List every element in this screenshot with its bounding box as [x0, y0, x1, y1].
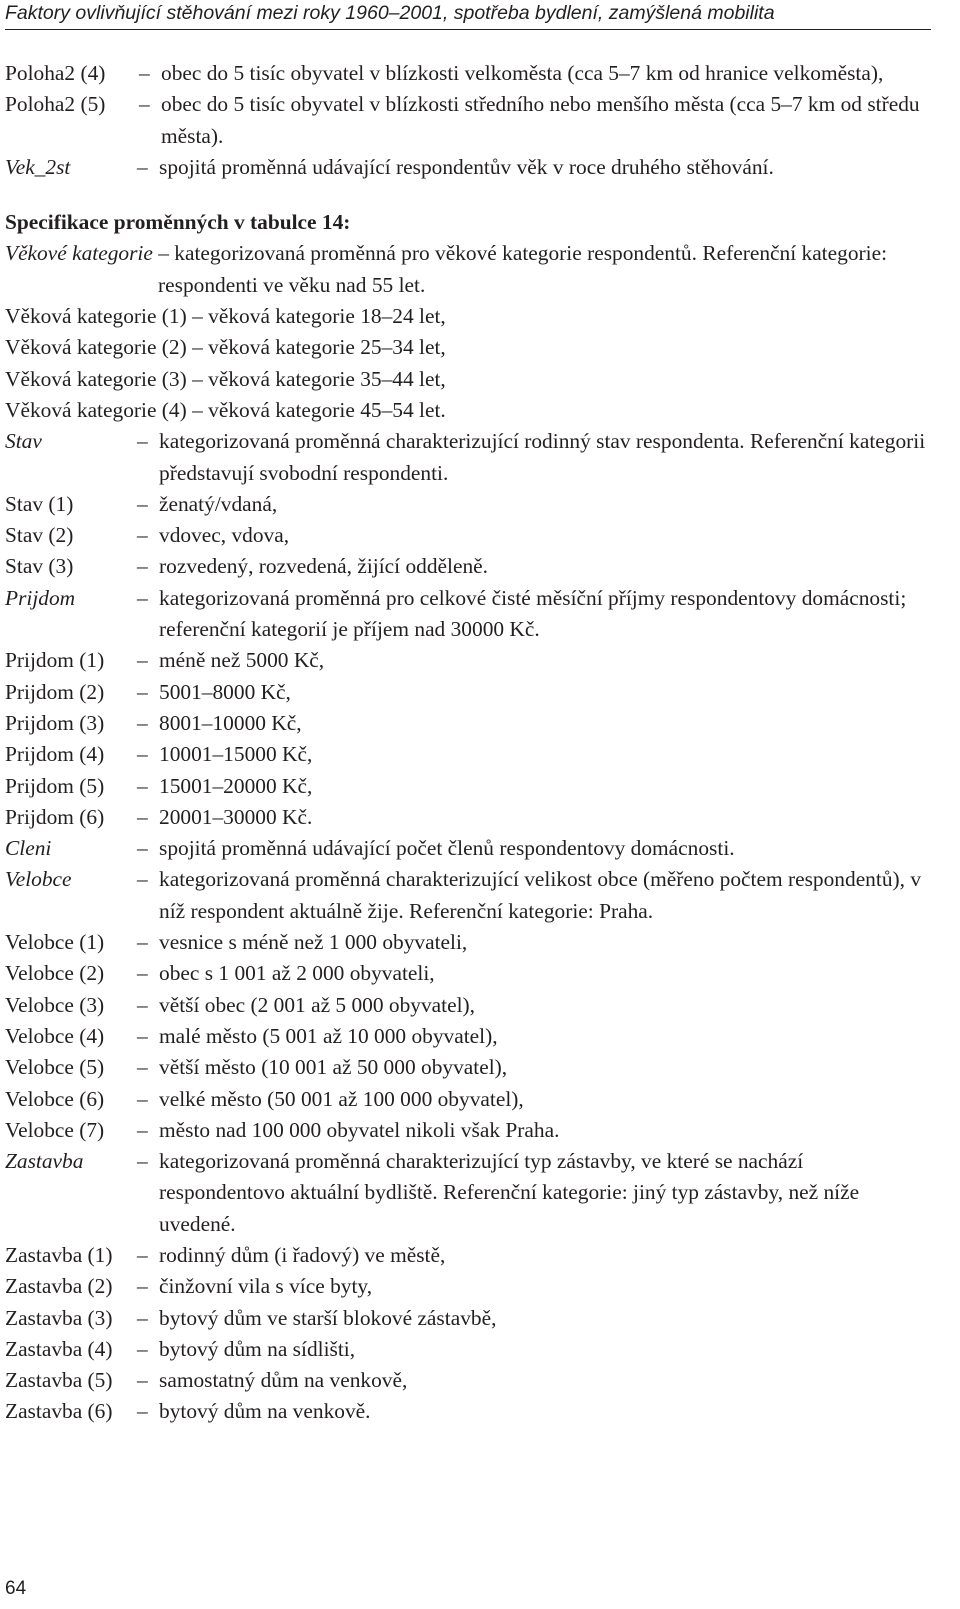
definition	[137, 1052, 933, 1083]
definition	[139, 58, 933, 89]
definition-entry	[5, 1146, 933, 1240]
term: Velobce (2)	[5, 961, 105, 986]
definition	[137, 551, 933, 582]
term: Prijdom (1)	[5, 648, 105, 673]
definition-text: 8001–10000 Kč,	[159, 710, 302, 735]
definition-text: kategorizovaná proměnná charakterizující typ zástavby, ve které se nachází respondentovo aktuální bydliště. Referenční kategorie: jiný typ zástavby, než níže uvedené.	[159, 1149, 860, 1236]
term: Věková kategorie (2)	[5, 335, 187, 360]
dash: –	[137, 554, 148, 579]
dash: –	[137, 710, 148, 735]
dash: –	[137, 773, 148, 798]
definition-entry	[5, 771, 933, 802]
dash: –	[192, 366, 203, 391]
dash: –	[137, 1117, 148, 1142]
dash: –	[192, 304, 203, 329]
term: Velobce (6)	[5, 1086, 105, 1111]
definition-entry	[5, 958, 933, 989]
definition-entry	[5, 551, 933, 582]
definition	[137, 1365, 933, 1396]
term: Zastavba (6)	[5, 1399, 113, 1424]
definition-text: obec s 1 001 až 2 000 obyvateli,	[159, 961, 435, 986]
dash: –	[137, 804, 148, 829]
definition-text: věková kategorie 45–54 let.	[208, 397, 446, 422]
definition-entry	[5, 489, 933, 520]
definition-text: větší město (10 001 až 50 000 obyvatel),	[159, 1055, 508, 1080]
term: Zastavba (3)	[5, 1305, 113, 1330]
term: Věková kategorie (4)	[5, 397, 187, 422]
definition	[137, 739, 933, 770]
dash: –	[137, 961, 148, 986]
term: Velobce (5)	[5, 1055, 105, 1080]
dash: –	[137, 1242, 148, 1267]
dash: –	[137, 1368, 148, 1393]
definition-entry	[5, 990, 933, 1021]
definition	[187, 332, 933, 363]
definition-entry	[5, 1240, 933, 1271]
definition-entry	[5, 89, 933, 152]
definition	[137, 1271, 933, 1302]
definition-entry	[5, 152, 933, 183]
definition-text: 15001–20000 Kč,	[159, 773, 313, 798]
definition-entry	[5, 1271, 933, 1302]
dash: –	[137, 523, 148, 548]
term: Prijdom	[5, 585, 76, 610]
definition	[137, 152, 933, 183]
dash: –	[137, 1305, 148, 1330]
term: Prijdom (3)	[5, 710, 105, 735]
definition-text: rozvedený, rozvedená, žijící odděleně.	[159, 554, 489, 579]
dash: –	[137, 930, 148, 955]
dash: –	[137, 742, 148, 767]
dash: –	[137, 648, 148, 673]
definition	[137, 927, 933, 958]
dash: –	[139, 61, 150, 85]
definition-text: malé město (5 001 až 10 000 obyvatel),	[159, 1023, 498, 1048]
definition-entry	[5, 583, 933, 646]
term: Prijdom (5)	[5, 773, 105, 798]
definition	[137, 520, 933, 551]
definition-text: bytový dům na sídlišti,	[159, 1336, 356, 1361]
definition	[137, 489, 933, 520]
definition-entry	[5, 520, 933, 551]
definition	[137, 1021, 933, 1052]
term: Velobce (7)	[5, 1117, 105, 1142]
term: Stav (1)	[5, 491, 74, 516]
definition-entry	[5, 426, 933, 489]
dash: –	[137, 1023, 148, 1048]
definition	[137, 1084, 933, 1115]
term: Stav (3)	[5, 554, 74, 579]
definition-text: vdovec, vdova,	[159, 523, 290, 548]
definition	[137, 771, 933, 802]
definition-text: obec do 5 tisíc obyvatel v blízkosti velkoměsta (cca 5–7 km od hranice velkoměsta),	[161, 61, 884, 85]
definition-entry	[5, 58, 933, 89]
term: Velobce (4)	[5, 1023, 105, 1048]
term: Prijdom (2)	[5, 679, 105, 704]
definition-text: spojitá proměnná udávající počet členů respondentovy domácnosti.	[159, 836, 735, 861]
definition-entry	[5, 1021, 933, 1052]
definition-entry	[5, 1115, 933, 1146]
term: Věková kategorie (3)	[5, 366, 187, 391]
definition-entry	[5, 833, 933, 864]
definition	[137, 958, 933, 989]
definition-text: činžovní vila s více byty,	[159, 1274, 373, 1299]
definition-text: ženatý/vdaná,	[159, 491, 278, 516]
term: Zastavba (2)	[5, 1274, 113, 1299]
dash: –	[137, 1149, 148, 1174]
definition-text: spojitá proměnná udávající respondentův věk v roce druhého stěhování.	[159, 154, 774, 179]
definition-entry	[5, 395, 933, 426]
spacer	[5, 183, 933, 207]
dash: –	[137, 836, 148, 861]
definition	[137, 833, 933, 864]
term: Zastavba	[5, 1149, 84, 1174]
definition-entry	[5, 1334, 933, 1365]
definition-text: obec do 5 tisíc obyvatel v blízkosti středního nebo menšího města (cca 5–7 km od středu města).	[161, 92, 920, 148]
definition	[137, 990, 933, 1021]
definition-entry	[5, 1396, 933, 1427]
definition-entry	[5, 238, 933, 301]
definition	[137, 1396, 933, 1427]
definition-text: velké město (50 001 až 100 000 obyvatel),	[159, 1086, 524, 1111]
definition-text: 5001–8000 Kč,	[159, 679, 291, 704]
dash: –	[137, 491, 148, 516]
definition-entry	[5, 677, 933, 708]
section-heading: Specifikace proměnných v tabulce 14:	[5, 210, 351, 235]
definition-text: bytový dům ve starší blokové zástavbě,	[159, 1305, 497, 1330]
definition-text: kategorizovaná proměnná charakterizující velikost obce (měřeno počtem respondentů), v níž respondent aktuálně žije. Referenční kategorie: Praha.	[159, 867, 922, 923]
term: Vek_2st	[5, 154, 71, 179]
definition-entry	[5, 1365, 933, 1396]
definition	[187, 395, 933, 426]
term: Prijdom (4)	[5, 742, 105, 767]
definition	[137, 708, 933, 739]
definition-entry	[5, 364, 933, 395]
definition-text: vesnice s méně než 1 000 obyvateli,	[159, 930, 468, 955]
definition-text: 20001–30000 Kč.	[159, 804, 313, 829]
dash: –	[137, 154, 148, 179]
term: Zastavba (5)	[5, 1368, 113, 1393]
dash: –	[137, 585, 148, 610]
definition-entry	[5, 1303, 933, 1334]
definition	[137, 802, 933, 833]
dash: –	[137, 1399, 148, 1424]
page-body	[5, 58, 933, 1428]
dash: –	[137, 1086, 148, 1111]
definition-text: kategorizovaná proměnná pro věkové kategorie respondentů. Referenční kategorie: respondenti ve věku nad 55 let.	[158, 241, 888, 297]
definition	[137, 583, 933, 646]
definition-entry	[5, 645, 933, 676]
dash: –	[137, 429, 148, 454]
dash: –	[139, 92, 150, 117]
definition-text: 10001–15000 Kč,	[159, 742, 313, 767]
definition-text: věková kategorie 25–34 let,	[208, 335, 446, 360]
term: Velobce (1)	[5, 930, 105, 955]
definition	[137, 677, 933, 708]
definition	[187, 301, 933, 332]
definition-text: rodinný dům (i řadový) ve městě,	[159, 1242, 446, 1267]
term: Velobce (3)	[5, 992, 105, 1017]
dash: –	[137, 867, 148, 892]
term: Cleni	[5, 836, 52, 861]
definition	[139, 89, 933, 152]
term: Zastavba (4)	[5, 1336, 113, 1361]
definition-text: věková kategorie 35–44 let,	[208, 366, 446, 391]
term: Poloha2 (4)	[5, 61, 106, 85]
definition-text: město nad 100 000 obyvatel nikoli však Praha.	[159, 1117, 560, 1142]
dash: –	[137, 679, 148, 704]
definition-entry	[5, 802, 933, 833]
definition	[137, 426, 933, 489]
definition-entry	[5, 332, 933, 363]
definition-text: větší obec (2 001 až 5 000 obyvatel),	[159, 992, 476, 1017]
definition	[137, 1115, 933, 1146]
definition-text: věková kategorie 18–24 let,	[208, 304, 446, 329]
definition-entry	[5, 1084, 933, 1115]
definition	[187, 364, 933, 395]
term: Prijdom (6)	[5, 804, 105, 829]
header-rule	[5, 29, 931, 30]
definition	[137, 864, 933, 927]
definition-text: kategorizovaná proměnná pro celkové čisté měsíční příjmy respondentovy domácnosti; referenční kategorií je příjem nad 30000 Kč.	[159, 585, 907, 642]
dash: –	[158, 241, 169, 266]
dash: –	[137, 992, 148, 1017]
definition-text: samostatný dům na venkově,	[159, 1368, 408, 1393]
term: Věková kategorie (1)	[5, 304, 187, 329]
definition	[137, 645, 933, 676]
definition-entry	[5, 927, 933, 958]
page-number: 64	[5, 1578, 27, 1599]
definition-text: méně než 5000 Kč,	[159, 648, 325, 673]
definition-entry	[5, 864, 933, 927]
term: Zastavba (1)	[5, 1242, 113, 1267]
dash: –	[137, 1274, 148, 1299]
term: Poloha2 (5)	[5, 92, 106, 117]
definition-entry	[5, 1052, 933, 1083]
running-header: Faktory ovlivňující stěhování mezi roky 1960–2001, spotřeba bydlení, zamýšlená mobilita	[5, 2, 775, 24]
definition-entry	[5, 708, 933, 739]
definition	[137, 1334, 933, 1365]
definition-entry	[5, 301, 933, 332]
definition-entry	[5, 739, 933, 770]
dash: –	[137, 1336, 148, 1361]
dash: –	[192, 397, 203, 422]
definition-text: kategorizovaná proměnná charakterizující rodinný stav respondenta. Referenční kategorii představují svobodní respondenti.	[159, 429, 926, 485]
dash: –	[137, 1055, 148, 1080]
term: Stav	[5, 429, 42, 454]
term: Stav (2)	[5, 523, 74, 548]
dash: –	[192, 335, 203, 360]
definition-text: bytový dům na venkově.	[159, 1399, 371, 1424]
term: Věkové kategorie	[5, 241, 153, 266]
term: Velobce	[5, 867, 72, 892]
definition	[137, 1240, 933, 1271]
definition	[137, 1146, 933, 1240]
definition	[137, 1303, 933, 1334]
